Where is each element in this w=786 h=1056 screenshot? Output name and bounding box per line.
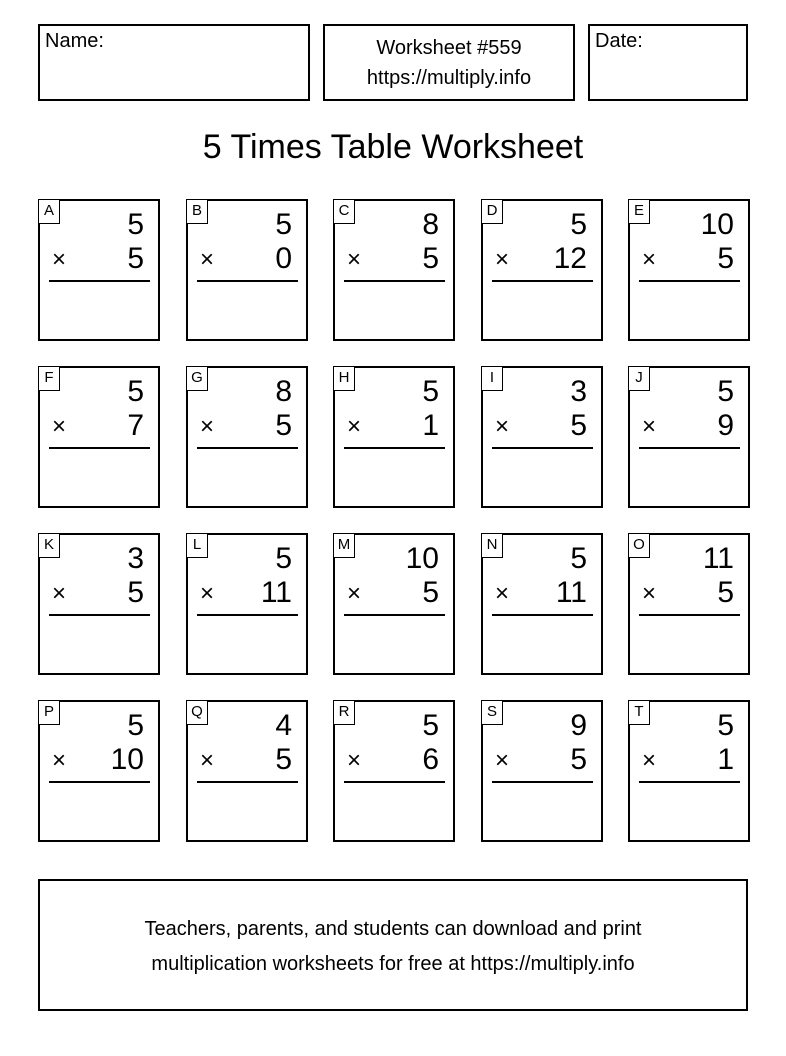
problem-multiplicand: 5 — [717, 709, 734, 742]
times-sign: × — [642, 747, 657, 774]
problem-label: H — [334, 367, 355, 391]
problem-multiplicand: 5 — [127, 709, 144, 742]
times-sign: × — [642, 580, 657, 607]
problem-card[interactable] — [481, 533, 603, 675]
problem-label: C — [334, 200, 355, 224]
problem-card[interactable] — [38, 366, 160, 508]
problem-card[interactable] — [628, 366, 750, 508]
problem-multiplier: 5 — [127, 242, 144, 275]
times-sign: × — [347, 246, 362, 273]
times-sign: × — [200, 580, 215, 607]
problem-label: A — [39, 200, 60, 224]
problem-multiplier: 1 — [422, 409, 439, 442]
problem-multiplicand: 5 — [275, 542, 292, 575]
page-title: 5 Times Table Worksheet — [202, 128, 584, 166]
problem-multiplicand: 5 — [570, 208, 587, 241]
problem-multiplier: 5 — [275, 743, 292, 776]
name-label: Name: — [45, 30, 104, 52]
problem-multiplicand: 5 — [717, 375, 734, 408]
problem-label: L — [187, 534, 208, 558]
answer-line — [197, 447, 298, 449]
problem-multiplicand: 8 — [275, 375, 292, 408]
answer-line — [344, 614, 445, 616]
problem-multiplier: 5 — [570, 743, 587, 776]
problem-label: M — [334, 534, 355, 558]
problem-multiplicand: 11 — [702, 542, 734, 575]
problem-card[interactable] — [628, 199, 750, 341]
times-sign: × — [52, 747, 67, 774]
problem-card[interactable] — [333, 700, 455, 842]
problem-card[interactable] — [481, 366, 603, 508]
problem-card[interactable] — [186, 700, 308, 842]
problem-card[interactable] — [333, 199, 455, 341]
problem-card[interactable] — [333, 366, 455, 508]
problem-label: N — [482, 534, 503, 558]
problem-label: Q — [187, 701, 208, 725]
problem-multiplier: 9 — [717, 409, 734, 442]
answer-line — [639, 280, 740, 282]
problem-label: E — [629, 200, 650, 224]
footer-box — [38, 879, 748, 1011]
problem-multiplier: 6 — [422, 743, 439, 776]
problem-multiplicand: 9 — [570, 709, 587, 742]
problem-label: J — [629, 367, 650, 391]
answer-line — [197, 280, 298, 282]
problem-label: O — [629, 534, 650, 558]
problem-multiplicand: 3 — [570, 375, 587, 408]
answer-line — [344, 781, 445, 783]
problem-multiplier: 5 — [717, 242, 734, 275]
problem-card[interactable] — [186, 533, 308, 675]
footer-line-2: multiplication worksheets for free at https://multiply.info — [151, 953, 635, 975]
answer-line — [492, 447, 593, 449]
answer-line — [639, 614, 740, 616]
times-sign: × — [52, 246, 67, 273]
problem-multiplicand: 4 — [275, 709, 292, 742]
problem-card[interactable] — [481, 199, 603, 341]
problem-multiplier: 5 — [717, 576, 734, 609]
answer-line — [49, 614, 150, 616]
problem-multiplier: 12 — [553, 242, 587, 275]
problem-card[interactable] — [38, 700, 160, 842]
times-sign: × — [347, 413, 362, 440]
problem-multiplicand: 5 — [570, 542, 587, 575]
problem-label: S — [482, 701, 503, 725]
answer-line — [344, 280, 445, 282]
problem-multiplicand: 5 — [422, 709, 439, 742]
answer-line — [492, 781, 593, 783]
problem-card[interactable] — [38, 199, 160, 341]
answer-line — [492, 614, 593, 616]
problem-multiplier: 10 — [110, 743, 144, 776]
answer-line — [49, 447, 150, 449]
problem-multiplicand: 5 — [275, 208, 292, 241]
problem-label: G — [187, 367, 208, 391]
times-sign: × — [642, 413, 657, 440]
problem-card[interactable] — [628, 533, 750, 675]
problem-label: R — [334, 701, 355, 725]
times-sign: × — [200, 246, 215, 273]
worksheet-number: Worksheet #559 — [376, 37, 522, 59]
times-sign: × — [200, 747, 215, 774]
problem-label: F — [39, 367, 60, 391]
answer-line — [639, 781, 740, 783]
problem-card[interactable] — [38, 533, 160, 675]
answer-line — [492, 280, 593, 282]
answer-line — [49, 781, 150, 783]
times-sign: × — [495, 747, 510, 774]
problem-multiplier: 5 — [422, 242, 439, 275]
times-sign: × — [200, 413, 215, 440]
problem-label: K — [39, 534, 60, 558]
problem-multiplier: 5 — [275, 409, 292, 442]
worksheet-url: https://multiply.info — [366, 67, 532, 89]
problem-card[interactable] — [628, 700, 750, 842]
problem-multiplicand: 8 — [422, 208, 439, 241]
problem-multiplier: 7 — [127, 409, 144, 442]
problem-card[interactable] — [333, 533, 455, 675]
times-sign: × — [347, 580, 362, 607]
times-sign: × — [347, 747, 362, 774]
times-sign: × — [642, 246, 657, 273]
problem-card[interactable] — [186, 366, 308, 508]
answer-line — [197, 781, 298, 783]
problem-multiplicand: 10 — [405, 542, 439, 575]
problem-multiplier: 5 — [422, 576, 439, 609]
times-sign: × — [52, 580, 67, 607]
problem-multiplier: 1 — [717, 743, 734, 776]
problem-label: T — [629, 701, 650, 725]
answer-line — [197, 614, 298, 616]
problem-multiplicand: 5 — [127, 375, 144, 408]
problem-label: I — [482, 367, 503, 391]
problem-label: D — [482, 200, 503, 224]
problem-multiplicand: 5 — [127, 208, 144, 241]
problem-multiplier: 5 — [570, 409, 587, 442]
problem-multiplicand: 10 — [700, 208, 734, 241]
answer-line — [639, 447, 740, 449]
times-sign: × — [495, 246, 510, 273]
problem-multiplier: 5 — [127, 576, 144, 609]
date-label: Date: — [595, 30, 643, 52]
problem-multiplicand: 3 — [127, 542, 144, 575]
answer-line — [49, 280, 150, 282]
problem-multiplier: 11 — [555, 576, 587, 609]
problem-card[interactable] — [481, 700, 603, 842]
problem-label: B — [187, 200, 208, 224]
times-sign: × — [495, 413, 510, 440]
problem-multiplier: 0 — [275, 242, 292, 275]
problem-label: P — [39, 701, 60, 725]
problem-card[interactable] — [186, 199, 308, 341]
times-sign: × — [495, 580, 510, 607]
times-sign: × — [52, 413, 67, 440]
problem-multiplier: 11 — [260, 576, 292, 609]
problem-multiplicand: 5 — [422, 375, 439, 408]
answer-line — [344, 447, 445, 449]
footer-line-1: Teachers, parents, and students can download and print — [144, 918, 642, 940]
